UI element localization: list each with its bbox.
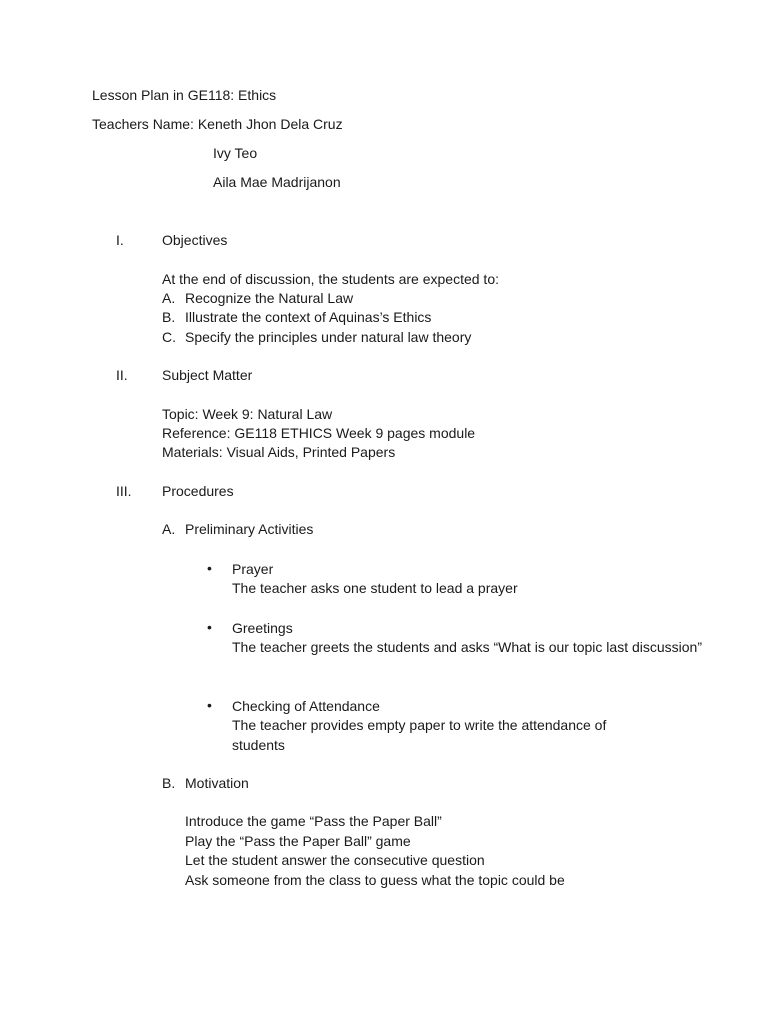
- motivation-line: Introduce the game “Pass the Paper Ball”: [185, 813, 442, 829]
- objective-item: [162, 328, 471, 348]
- list-marker: A.: [162, 290, 176, 306]
- section-title-objectives: Objectives: [162, 232, 228, 248]
- objectives-intro: At the end of discussion, the students are expected to:: [162, 271, 499, 287]
- subject-materials: Materials: Visual Aids, Printed Papers: [162, 444, 396, 460]
- objective-item: [162, 289, 353, 309]
- motivation-line: Play the “Pass the Paper Ball” game: [185, 833, 411, 849]
- objective-text: Recognize the Natural Law: [185, 290, 354, 306]
- teachers-label: Teachers Name:: [92, 116, 194, 132]
- bullet-dot: •: [207, 697, 212, 713]
- section-numeral: I.: [116, 232, 124, 248]
- list-marker: B.: [162, 309, 176, 325]
- teacher-name: Aila Mae Madrijanon: [213, 174, 341, 190]
- bullet-dot: •: [207, 560, 212, 576]
- section-title-subject-matter: Subject Matter: [162, 367, 253, 383]
- activity-description: The teacher asks one student to lead a prayer: [232, 580, 518, 596]
- list-marker: B.: [162, 775, 176, 791]
- objective-text: Specify the principles under natural law theory: [185, 329, 472, 345]
- teacher-name: Keneth Jhon Dela Cruz: [197, 116, 343, 132]
- subsection-motivation: [162, 774, 249, 794]
- bullet-dot: •: [207, 619, 212, 635]
- subject-topic: Topic: Week 9: Natural Law: [162, 406, 333, 422]
- teacher-name: Ivy Teo: [213, 145, 258, 161]
- subsection-title: Preliminary Activities: [185, 521, 314, 537]
- motivation-line: Ask someone from the class to guess what the topic could be: [185, 872, 565, 888]
- list-marker: A.: [162, 521, 176, 537]
- teachers-line: [92, 115, 343, 135]
- list-marker: C.: [162, 329, 176, 345]
- activity-title: Prayer: [232, 561, 274, 577]
- activity-description: The teacher provides empty paper to write the attendance of students: [232, 717, 607, 753]
- activity-description: The teacher greets the students and asks “What is our topic last discussion”: [232, 639, 703, 655]
- activity-title: Checking of Attendance: [232, 698, 380, 714]
- subsection-preliminary: [162, 520, 313, 540]
- section-numeral: III.: [116, 483, 132, 499]
- objective-text: Illustrate the context of Aquinas’s Ethics: [185, 309, 432, 325]
- lesson-plan-title: Lesson Plan in GE118: Ethics: [92, 87, 277, 103]
- subsection-title: Motivation: [185, 775, 249, 791]
- activity-title: Greetings: [232, 620, 293, 636]
- motivation-line: Let the student answer the consecutive question: [185, 852, 485, 868]
- subject-reference: Reference: GE118 ETHICS Week 9 pages module: [162, 425, 476, 441]
- section-numeral: II.: [116, 367, 128, 383]
- objective-item: [162, 308, 431, 328]
- section-title-procedures: Procedures: [162, 483, 234, 499]
